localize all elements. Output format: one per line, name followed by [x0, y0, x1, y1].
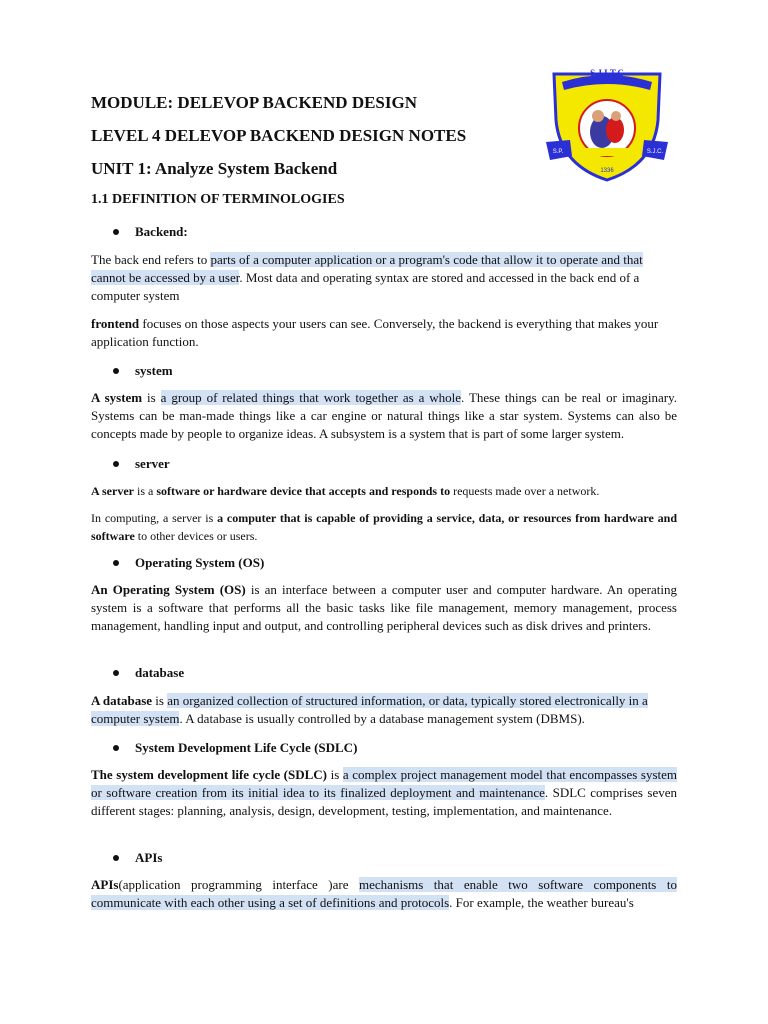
text: (application programming interface )are	[118, 877, 360, 892]
bullet-label: APIs	[135, 850, 163, 865]
text: is	[327, 767, 343, 782]
bullet-label: System Development Life Cycle (SDLC)	[135, 740, 358, 755]
term: A database	[91, 693, 153, 708]
bold-text: a computer that is capable of providing a service, data, or resources from hardware and software	[91, 511, 677, 543]
paragraph-server-1	[91, 482, 677, 500]
bullet-label: system	[135, 363, 173, 378]
logo-bottom-text: 1336	[600, 168, 614, 174]
bullet-os	[113, 555, 264, 571]
bullet-sdlc	[113, 740, 357, 756]
term: A server	[91, 484, 134, 498]
text: . Most data and operating syntax are stored and accessed in the back end of a computer system	[91, 270, 640, 303]
paragraph-system	[91, 389, 677, 443]
bullet-system	[113, 363, 173, 379]
bullet-dot	[113, 745, 119, 751]
text: . SDLC comprises seven different stages: planning, analysis, design, development, testing, implementation, and maintenance.	[91, 785, 677, 818]
section-title: 1.1 DEFINITION OF TERMINOLOGIES	[91, 192, 345, 207]
text: is	[152, 693, 168, 708]
text: is an interface between a computer user and computer hardware. An operating system is a software that performs all the basic tasks like file management, memory management, process management, handling input and output, and controlling peripheral devices such as disk drives and printers.	[91, 582, 677, 633]
text: In computing, a server is	[91, 511, 218, 525]
bullet-label: Backend:	[135, 224, 188, 239]
term: frontend	[91, 316, 140, 331]
bullet-label: Operating System (OS)	[135, 555, 265, 570]
text: is a	[133, 484, 157, 498]
paragraph-database	[91, 692, 677, 728]
bullet-label: server	[135, 456, 170, 471]
bullet-dot	[113, 461, 119, 467]
bold-text: software or hardware device that accepts and responds to	[156, 484, 451, 498]
highlighted-text: mechanisms that enable two software components to communicate with each other using a set of definitions and protocols	[91, 877, 677, 910]
logo-top-text: S.J.I.T.C	[590, 68, 624, 78]
paragraph-frontend	[91, 315, 677, 351]
bullet-server	[113, 456, 170, 472]
right-badge-text: S.J.C.	[646, 149, 664, 155]
text: requests made over a network.	[450, 484, 600, 498]
bullet-dot	[113, 670, 119, 676]
text: . For example, the weather bureau's	[449, 895, 634, 910]
term: An Operating System (OS)	[91, 582, 246, 597]
highlighted-text: parts of a computer application or a program's code that allow it to operate and that cannot be accessed by a user	[91, 252, 643, 285]
term: The system development life cycle (SDLC)	[91, 767, 328, 782]
paragraph-server-2	[91, 509, 677, 545]
highlighted-text: a complex project management model that encompasses system or software creation from its initial idea to its finalized deployment and maintenance	[91, 767, 678, 800]
paragraph-sdlc	[91, 766, 677, 820]
unit-title: UNIT 1: Analyze System Backend	[91, 159, 338, 178]
bullet-dot	[113, 560, 119, 566]
bullet-dot	[113, 855, 119, 861]
bullet-database	[113, 665, 184, 681]
module-title: MODULE: DELEVOP BACKEND DESIGN	[91, 93, 418, 112]
paragraph-backend	[91, 251, 677, 305]
term: A system	[91, 390, 143, 405]
text: to other devices or users.	[134, 529, 258, 543]
bullet-dot	[113, 368, 119, 374]
bullet-backend	[113, 224, 188, 240]
bullet-apis	[113, 850, 162, 866]
text: The back end refers to	[91, 252, 211, 267]
term: APIs	[91, 877, 119, 892]
highlighted-text: an organized collection of structured information, or data, typically stored electronically in a computer system	[91, 693, 648, 726]
paragraph-os	[91, 581, 677, 635]
text: . A database is usually controlled by a database management system (DBMS).	[179, 711, 585, 726]
level-title: LEVEL 4 DELEVOP BACKEND DESIGN NOTES	[91, 126, 467, 145]
paragraph-apis	[91, 876, 677, 912]
bullet-dot	[113, 229, 119, 235]
text: focuses on those aspects your users can see. Conversely, the backend is everything that makes your application function.	[91, 316, 659, 349]
school-logo	[542, 60, 672, 188]
left-badge-text: S.P.	[552, 149, 564, 155]
bullet-label: database	[135, 665, 185, 680]
highlighted-text: a group of related things that work together as a whole	[160, 390, 462, 405]
text: is	[142, 390, 161, 405]
text: . These things can be real or imaginary. Systems can be man-made things like a car engine or natural things like a star system. Systems can also be concepts made by people to organize ideas. A subsystem is a system that is part of some larger system.	[91, 390, 677, 441]
